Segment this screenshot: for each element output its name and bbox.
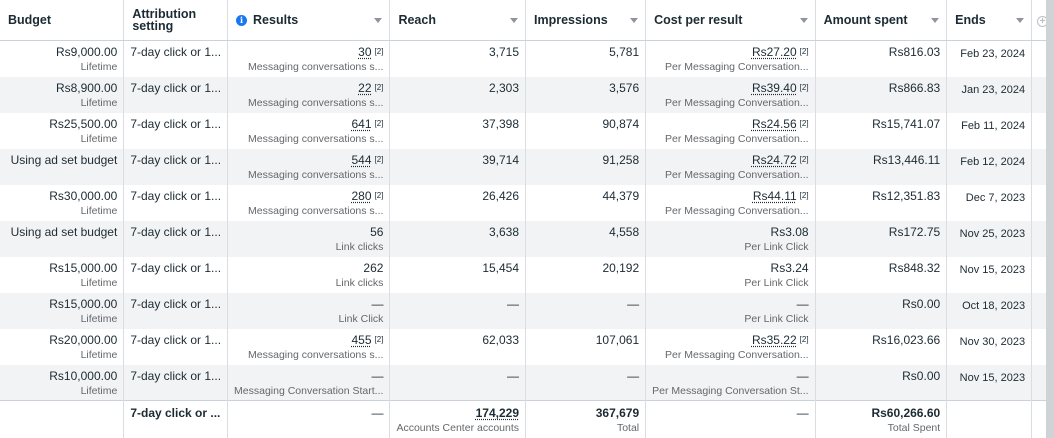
cell-impressions (526, 149, 646, 185)
reach-value: 2,303 (488, 80, 520, 95)
table-row[interactable] (0, 365, 1054, 401)
cell-reach (390, 365, 526, 401)
totals-impressions-value: 367,679 (595, 406, 640, 420)
cell-impressions (526, 329, 646, 365)
header-budget[interactable] (0, 0, 124, 41)
spent-value: Rs16,023.66 (872, 332, 941, 347)
results-type: Link Click (338, 312, 384, 325)
cell-results[interactable] (228, 185, 390, 221)
header-spent-label: Amount spent (823, 13, 908, 27)
cell-results[interactable] (228, 221, 390, 257)
cell-impressions (526, 365, 646, 401)
header-budget-label: Budget (8, 13, 52, 27)
results-value: 455 (351, 332, 372, 347)
cost-type: Per Link Click (744, 276, 809, 289)
header-attribution-setting[interactable] (124, 0, 228, 41)
spent-value: Rs15,741.07 (872, 116, 941, 131)
reach-value: 37,398 (482, 116, 520, 131)
cost-value: — (796, 368, 809, 383)
results-type: Messaging conversations s... (248, 132, 384, 145)
attribution-value: 7-day click or 1... (130, 116, 222, 131)
cost-type: Per Messaging Conversation... (664, 204, 809, 217)
cell-budget[interactable] (0, 365, 124, 401)
header-results[interactable] (228, 0, 390, 41)
cell-reach (390, 329, 526, 365)
reach-value: — (507, 368, 520, 383)
header-ends[interactable] (947, 0, 1032, 41)
attribution-value: 7-day click or 1... (130, 332, 222, 347)
cell-ends (947, 41, 1032, 77)
ends-value: Nov 30, 2023 (959, 335, 1026, 348)
budget-type: Lifetime (80, 348, 118, 361)
spent-value: Rs13,446.11 (873, 152, 941, 167)
results-type: Link clicks (335, 240, 384, 253)
budget-type: Lifetime (80, 276, 118, 289)
cell-budget[interactable] (0, 257, 124, 293)
sort-arrow-icon[interactable] (630, 18, 638, 23)
totals-reach-value: 174,229 (475, 406, 520, 420)
reach-value: 15,454 (482, 260, 520, 275)
spent-value: Rs12,351.83 (872, 188, 941, 203)
table-row[interactable] (0, 149, 1054, 185)
cost-value: Rs35.22 (751, 332, 797, 347)
cell-reach (390, 221, 526, 257)
footnote-marker[interactable]: [2] (374, 154, 384, 164)
cell-reach (390, 185, 526, 221)
cell-budget[interactable] (0, 41, 124, 77)
spent-value: Rs0.00 (902, 296, 941, 311)
cost-value: Rs3.24 (770, 260, 809, 275)
cell-cost-per-result[interactable] (646, 113, 815, 149)
sort-arrow-icon[interactable] (374, 18, 382, 23)
impressions-value: — (627, 368, 640, 383)
results-value: 30 (358, 45, 372, 59)
footnote-marker[interactable]: [2] (799, 118, 809, 128)
cell-attribution (124, 221, 228, 257)
budget-value: Rs8,900.00 (55, 80, 118, 95)
attribution-value: 7-day click or 1... (130, 224, 222, 239)
header-results-label: Results (253, 13, 299, 27)
cost-value: Rs27.20 (751, 45, 797, 59)
cell-amount-spent (815, 113, 947, 149)
cell-results[interactable] (228, 257, 390, 293)
table-row[interactable] (0, 185, 1054, 221)
cell-results[interactable] (228, 329, 390, 365)
totals-impressions (526, 401, 646, 438)
cell-budget[interactable] (0, 293, 124, 329)
table-row[interactable] (0, 41, 1054, 77)
footnote-marker[interactable]: [2] (799, 47, 809, 56)
cell-amount-spent (815, 41, 947, 77)
totals-reach[interactable] (390, 401, 526, 438)
budget-value: Rs15,000.00 (49, 296, 118, 311)
header-cost-label: Cost per result (654, 13, 743, 27)
cell-cost-per-result[interactable] (646, 365, 815, 401)
budget-type: Lifetime (80, 384, 118, 397)
impressions-value: 90,874 (602, 116, 640, 131)
footnote-marker[interactable]: [2] (374, 334, 384, 344)
cell-attribution (124, 365, 228, 401)
results-value: 641 (351, 116, 372, 131)
reach-value: — (507, 296, 520, 311)
totals-impressions-caption: Total (616, 422, 640, 434)
cell-cost-per-result[interactable] (646, 257, 815, 293)
totals-results: — (228, 401, 390, 438)
cell-attribution (124, 77, 228, 113)
budget-value: Rs25,500.00 (49, 116, 118, 131)
cell-amount-spent (815, 329, 947, 365)
footnote-marker[interactable]: [2] (374, 47, 384, 56)
results-value: 262 (363, 260, 384, 275)
attribution-value: 7-day click or 1... (130, 368, 222, 383)
cell-ends (947, 113, 1032, 149)
info-icon[interactable]: i (236, 15, 247, 26)
impressions-value: 107,061 (595, 332, 640, 347)
cell-ends (947, 149, 1032, 185)
cost-type: Per Messaging Conversation... (664, 168, 809, 181)
cell-impressions (526, 113, 646, 149)
cell-budget[interactable] (0, 185, 124, 221)
spent-value: Rs0.00 (902, 368, 941, 383)
cost-value: Rs24.56 (751, 116, 797, 131)
cell-cost-per-result[interactable] (646, 293, 815, 329)
results-type: Messaging conversations s... (248, 204, 384, 217)
cell-amount-spent (815, 221, 947, 257)
cell-impressions (526, 293, 646, 329)
cell-ends (947, 77, 1032, 113)
impressions-value: 44,379 (602, 188, 640, 203)
spent-value: Rs172.75 (888, 224, 941, 239)
results-type: Messaging conversations s... (248, 61, 384, 73)
totals-budget (0, 401, 124, 438)
spent-value: Rs866.83 (888, 80, 941, 95)
cell-amount-spent (815, 185, 947, 221)
budget-value: Rs30,000.00 (49, 188, 118, 203)
cost-type: Per Messaging Conversation... (664, 61, 809, 73)
results-value: 56 (370, 224, 384, 239)
results-value: 22 (358, 80, 372, 95)
cell-cost-per-result[interactable] (646, 221, 815, 257)
cell-amount-spent (815, 365, 947, 401)
cell-ends (947, 293, 1032, 329)
cell-results[interactable] (228, 113, 390, 149)
cell-impressions (526, 221, 646, 257)
header-reach[interactable] (390, 0, 526, 41)
cost-value: Rs44.11 (752, 188, 797, 203)
budget-type: Lifetime (80, 132, 118, 145)
footnote-marker[interactable]: [2] (374, 190, 384, 200)
cell-attribution (124, 329, 228, 365)
cell-results[interactable] (228, 149, 390, 185)
cell-ends (947, 329, 1032, 365)
cell-results[interactable] (228, 365, 390, 401)
cell-attribution (124, 41, 228, 77)
cell-results[interactable] (228, 293, 390, 329)
reach-value: 3,715 (488, 45, 520, 59)
results-value: 544 (351, 152, 372, 167)
cell-amount-spent (815, 149, 947, 185)
ends-value: Feb 11, 2024 (961, 119, 1026, 132)
cost-type: Per Messaging Conversation... (664, 132, 809, 145)
cost-type: Per Link Click (744, 312, 809, 325)
cell-budget[interactable] (0, 113, 124, 149)
cell-amount-spent (815, 293, 947, 329)
cost-value: Rs24.72 (751, 152, 797, 167)
cell-impressions (526, 257, 646, 293)
impressions-value: 3,576 (609, 80, 640, 95)
cell-reach (390, 293, 526, 329)
cell-cost-per-result[interactable] (646, 185, 815, 221)
impressions-value: 5,781 (609, 45, 640, 59)
budget-value: Rs10,000.00 (49, 368, 118, 383)
footnote-marker[interactable]: [2] (374, 82, 384, 92)
budget-value: Using ad set budget (10, 224, 118, 239)
table-row[interactable] (0, 329, 1054, 365)
attribution-value: 7-day click or 1... (130, 152, 222, 167)
cell-ends (947, 365, 1032, 401)
footnote-marker[interactable]: [2] (799, 190, 809, 200)
reach-value: 3,638 (488, 224, 520, 239)
cost-value: Rs39.40 (751, 80, 797, 95)
totals-cost: — (646, 401, 815, 438)
cell-cost-per-result[interactable] (646, 149, 815, 185)
attribution-value: 7-day click or 1... (130, 296, 222, 311)
spent-value: Rs848.32 (888, 260, 941, 275)
ends-value: Oct 18, 2023 (962, 299, 1026, 312)
totals-reach-caption: Accounts Center accounts (396, 422, 520, 434)
reach-value: 26,426 (482, 188, 520, 203)
cell-reach (390, 41, 526, 77)
totals-spent (815, 401, 947, 438)
cell-attribution (124, 185, 228, 221)
results-type: Link clicks (335, 276, 384, 289)
sort-arrow-icon[interactable] (931, 18, 939, 23)
cell-reach (390, 149, 526, 185)
cell-budget[interactable] (0, 221, 124, 257)
attribution-value: 7-day click or 1... (130, 188, 222, 203)
cell-results[interactable] (228, 77, 390, 113)
results-type: Messaging conversations s... (248, 348, 384, 361)
header-attribution-label: Attribution setting (132, 7, 197, 33)
impressions-value: 91,258 (602, 152, 640, 167)
attribution-value: 7-day click or 1... (130, 260, 222, 275)
cell-amount-spent (815, 257, 947, 293)
table-row[interactable] (0, 257, 1054, 293)
cell-cost-per-result[interactable] (646, 41, 815, 77)
header-impressions[interactable] (526, 0, 646, 41)
header-amount-spent[interactable] (815, 0, 947, 41)
cell-results[interactable] (228, 41, 390, 77)
ends-value: Feb 23, 2024 (960, 48, 1026, 60)
cell-ends (947, 257, 1032, 293)
header-reach-label: Reach (398, 13, 436, 27)
cell-attribution (124, 149, 228, 185)
cell-impressions (526, 41, 646, 77)
totals-ends (947, 401, 1032, 438)
results-value: — (371, 368, 384, 383)
totals-attribution: 7-day click or ... (124, 401, 228, 438)
cost-type: Per Link Click (744, 240, 809, 253)
budget-type: Lifetime (80, 96, 118, 109)
results-type: Messaging conversations s... (248, 168, 384, 181)
ends-value: Nov 25, 2023 (959, 227, 1026, 240)
cell-ends (947, 221, 1032, 257)
totals-row (0, 401, 1054, 438)
budget-value: Rs15,000.00 (49, 260, 118, 275)
cell-reach (390, 257, 526, 293)
cost-value: — (796, 296, 809, 311)
impressions-value: 4,558 (609, 224, 640, 239)
cell-reach (390, 77, 526, 113)
ends-value: Nov 15, 2023 (959, 263, 1026, 276)
cell-ends (947, 185, 1032, 221)
sort-arrow-icon[interactable] (800, 18, 808, 23)
budget-type: Lifetime (80, 204, 118, 217)
attribution-value: 7-day click or 1... (130, 80, 222, 95)
cell-attribution (124, 293, 228, 329)
cost-type: Per Messaging Conversation... (664, 348, 809, 361)
impressions-value: 20,192 (602, 260, 640, 275)
budget-type: Lifetime (80, 312, 118, 325)
header-impressions-label: Impressions (534, 13, 608, 27)
results-type: Messaging Conversation Start... (234, 384, 384, 397)
ends-value: Jan 23, 2024 (961, 83, 1026, 96)
reach-value: 39,714 (482, 152, 520, 167)
header-cost-per-result[interactable] (646, 0, 815, 41)
ends-value: Feb 12, 2024 (960, 155, 1026, 168)
cost-type: Per Messaging Conversation St... (652, 384, 809, 397)
cost-type: Per Messaging Conversation... (664, 96, 809, 109)
totals-spent-value: Rs60,266.60 (871, 406, 941, 420)
table-row[interactable] (0, 221, 1054, 257)
table-row[interactable] (0, 77, 1054, 113)
plus-circle-icon: + (1037, 16, 1048, 27)
budget-value: Rs9,000.00 (55, 45, 118, 59)
attribution-value: 7-day click or 1... (130, 45, 222, 59)
reach-value: 62,033 (482, 332, 520, 347)
results-type: Messaging conversations s... (248, 96, 384, 109)
cell-budget[interactable] (0, 77, 124, 113)
footnote-marker[interactable]: [2] (799, 82, 809, 92)
cell-cost-per-result[interactable] (646, 77, 815, 113)
cell-attribution (124, 257, 228, 293)
table-row[interactable] (0, 113, 1054, 149)
sort-arrow-icon[interactable] (510, 18, 518, 23)
footnote-marker[interactable]: [2] (799, 334, 809, 344)
results-value: — (371, 296, 384, 311)
cell-impressions (526, 77, 646, 113)
budget-type: Lifetime (80, 61, 118, 73)
results-value: 280 (351, 188, 372, 203)
spent-value: Rs816.03 (888, 45, 941, 59)
ends-value: Dec 7, 2023 (965, 191, 1026, 204)
cell-reach (390, 113, 526, 149)
budget-value: Rs20,000.00 (49, 332, 118, 347)
table-row[interactable] (0, 293, 1054, 329)
cell-amount-spent (815, 77, 947, 113)
cell-budget[interactable] (0, 329, 124, 365)
cell-cost-per-result[interactable] (646, 329, 815, 365)
header-ends-label: Ends (955, 13, 986, 27)
sort-arrow-icon[interactable] (1016, 18, 1024, 23)
cost-value: Rs3.08 (770, 224, 809, 239)
footnote-marker[interactable]: [2] (374, 118, 384, 128)
ends-value: Nov 15, 2023 (959, 371, 1026, 384)
budget-value: Using ad set budget (10, 152, 118, 167)
scrollbar-edge[interactable] (1046, 0, 1054, 438)
totals-spent-caption: Total Spent (887, 422, 941, 434)
cell-attribution (124, 113, 228, 149)
cell-impressions (526, 185, 646, 221)
footnote-marker[interactable]: [2] (799, 154, 809, 164)
cell-budget[interactable] (0, 149, 124, 185)
impressions-value: — (627, 296, 640, 311)
